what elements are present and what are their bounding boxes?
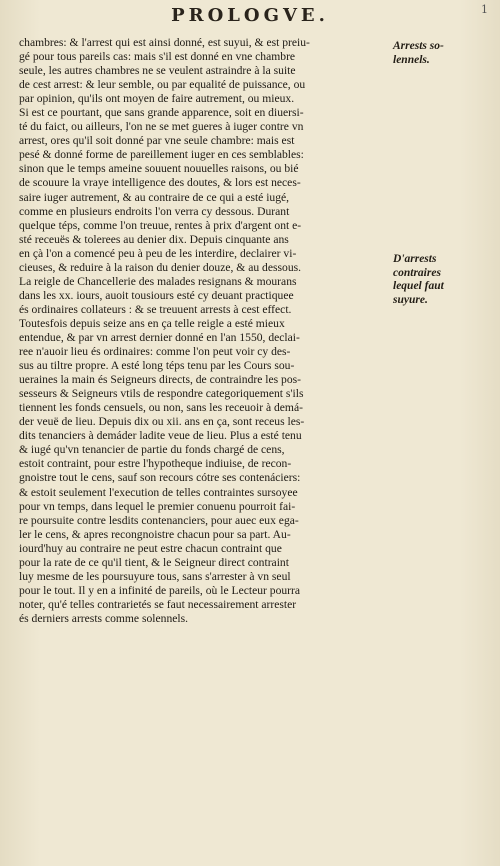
text-line: estoit contraint, pour estre l'hypotheque indiuise, de recon- xyxy=(19,457,292,471)
text-line: sesseurs & Seigneurs vtils de respondre categoriquement s'ils xyxy=(19,387,304,401)
marginal-note-arrests-contraires xyxy=(393,253,493,307)
text-line: quelque téps, comme l'on treuue, rentes à prix d'argent ont e- xyxy=(19,218,302,232)
text-line: entendue, & par vn arrest dernier donné en l'an 1550, declai- xyxy=(19,330,300,344)
marginal-line: lequel faut xyxy=(393,280,444,292)
marginal-line: lennels. xyxy=(393,53,430,66)
text-line: dits tenanciers à demáder ladite veue de lieu. Plus a esté tenu xyxy=(19,429,302,443)
text-line: La reigle de Chancellerie des malades resignans & mourans xyxy=(19,274,297,288)
marginal-note-arrests-solennels xyxy=(393,40,493,67)
text-line: pesé & donné forme de pareillement iuger en ces semblables: xyxy=(19,148,304,162)
text-line: sinon que le temps ameine souuent nouuelles raisons, ou bié xyxy=(19,162,299,176)
text-line: Toutesfois depuis seize ans en ça telle reigle a esté mieux xyxy=(19,316,285,330)
text-line: iourd'huy au contraire ne peut estre chacun contraint que xyxy=(19,541,282,555)
text-line: seule, les autres chambres ne se veulent astraindre à la suite xyxy=(19,64,296,78)
text-line: pour le tout. Il y en a infinité de pareils, où le Lecteur pourra xyxy=(19,583,301,597)
text-line: noter, qu'é telles contrarietés se faut necessairement arrester xyxy=(19,597,297,611)
text-line: Si est ce pourtant, que sans grande apparence, soit en diuersi- xyxy=(19,106,304,120)
text-line: gé pour tous pareils cas: mais s'il est donné en vne chambre xyxy=(19,50,296,64)
text-line: & iugé qu'vn tenancier de partie du fonds chargé de cens, xyxy=(19,443,285,457)
text-line: de scouure la vraye intelligence des doutes, & lors est neces- xyxy=(19,176,301,190)
marginal-line: D'arrests xyxy=(393,253,437,265)
text-line: dans les xx. iours, auoit tousiours esté cy deuant practiquee xyxy=(19,288,294,302)
text-line: chambres: & l'arrest qui est ainsi donné, est suyui, & est preiu- xyxy=(19,36,310,49)
text-line: és ordinaires collateurs : & se treuuent arrests à cest effect. xyxy=(19,302,292,316)
text-line: comme en plusieurs endroits l'on verra cy dessous. Durant xyxy=(19,204,290,218)
text-line: gnoistre tout le cens, sauf son recours cótre ses contenáciers: xyxy=(19,471,301,485)
text-line: par opinion, qu'ils ont moyen de faire autrement, ou mieux. xyxy=(19,92,295,106)
text-line: arrest, ores qu'il soit donné par vne seule chambre: mais est xyxy=(19,134,295,148)
marginal-line: contraires xyxy=(393,266,441,279)
text-line: pour la rate de ce qu'il tient, & le Seigneur direct contraint xyxy=(19,555,289,569)
page-mark: 1 xyxy=(481,3,488,16)
text-line: ueraines la main és Seigneurs directs, de contraindre les pos- xyxy=(19,373,302,387)
text-line: en çà l'on a comencé peu à peu de les interdire, declairer vi- xyxy=(19,246,297,260)
text-line: sté receuës & tolerees au denier dix. Depuis cinquante ans xyxy=(19,232,289,246)
text-line: sus au tiltre propre. A esté long téps tenu par les Cours sou- xyxy=(19,359,295,373)
text-line: de cest arrest: & leur semble, ou par equalité de puissance, ou xyxy=(19,78,306,92)
text-line: ler le cens, & apres recongnoistre chacun pour sa part. Au- xyxy=(19,527,291,541)
marginal-line: Arrests so- xyxy=(393,40,444,52)
text-line: té du faict, ou ailleurs, l'on ne se met gueres à iuger contre vn xyxy=(19,120,304,134)
text-line: és derniers arrests comme solennels. xyxy=(19,611,189,625)
running-header: PROLOGVE. xyxy=(171,5,329,26)
text-line: saire iuger autrement, & au contraire de ce qui a esté iugé, xyxy=(19,190,290,204)
text-line: der veuë de lieu. Depuis dix ou xii. ans en ça, sont receus les- xyxy=(19,415,305,429)
body-text xyxy=(19,36,387,626)
text-line: & estoit seulement l'execution de telles contraintes sursoyee xyxy=(19,485,298,499)
text-line: tiennent les fonds censuels, ou non, sans les receuoir à demá- xyxy=(19,401,303,415)
text-line: pour vn temps, dans lequel le premier conuenu pourroit fai- xyxy=(19,499,296,513)
text-line: re poursuite contre lesdits contenanciers, pour auec eux ega- xyxy=(19,513,299,527)
text-line: luy mesme de les poursuyure tous, sans s'arrester à vn seul xyxy=(19,569,291,583)
text-line: ree n'auoir lieu és ordinaires: comme l'on peut voir cy des- xyxy=(19,345,291,359)
marginal-line: suyure. xyxy=(393,293,428,306)
text-line: cieuses, & reduire à la raison du denier douze, & au dessous. xyxy=(19,260,302,274)
